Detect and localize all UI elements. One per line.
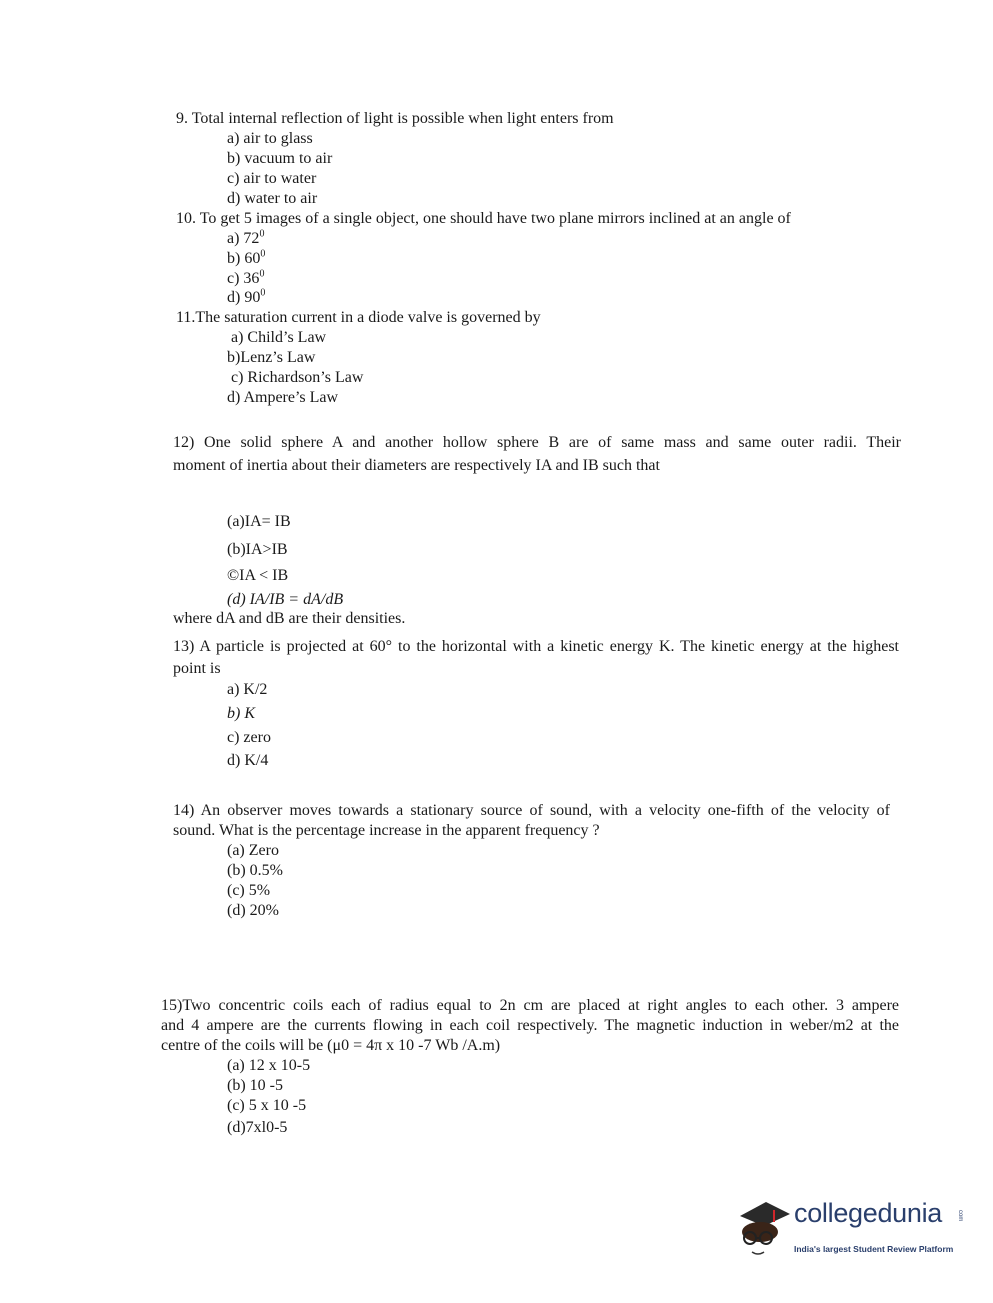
q15-option-b: (b) 10 -5 — [227, 1077, 283, 1094]
q13-text-line2: point is — [173, 660, 221, 677]
mascot-icon — [736, 1196, 794, 1268]
q13-option-b: b) K — [227, 705, 255, 722]
q15-text-line1: 15)Two concentric coils each of radius equal to 2n cm are placed at right angles to each other. 3 ampere — [161, 997, 899, 1014]
brand-domain: com — [957, 1210, 963, 1222]
q10-question: 10. To get 5 images of a single object, one should have two plane mirrors inclined at an angle of — [176, 210, 791, 227]
q13-option-c: c) zero — [227, 729, 271, 746]
q12-option-d: (d) IA/IB = dA/dB — [227, 591, 344, 608]
q12-option-a: (a)IA= IB — [227, 513, 291, 530]
q15-text-line3: centre of the coils will be (μ0 = 4π x 10 -7 Wb /A.m) — [161, 1037, 501, 1054]
q14-option-c: (c) 5% — [227, 882, 271, 899]
q12-footer: where dA and dB are their densities. — [173, 610, 406, 627]
q11-option-d: d) Ampere’s Law — [227, 389, 339, 406]
q9-option-b: b) vacuum to air — [227, 150, 333, 167]
q9-option-d: d) water to air — [227, 190, 318, 207]
q15-option-d: (d)7xl0-5 — [227, 1119, 288, 1136]
q13-text-line1: 13) A particle is projected at 60° to the horizontal with a kinetic energy K. The kinetic energy at the highest — [173, 638, 899, 655]
q10-option-d: d) $90^0$ — [227, 287, 266, 306]
q13-option-a: a) K/2 — [227, 681, 268, 698]
q11-option-b: b)Lenz’s Law — [227, 349, 316, 366]
q11-question: 11.The saturation current in a diode valve is governed by — [176, 309, 541, 326]
q9-option-c: c) air to water — [227, 170, 317, 187]
q11-option-a: a) Child’s Law — [231, 329, 327, 346]
q12-option-c: ©IA < IB — [227, 567, 289, 584]
q15-option-c: (c) 5 x 10 -5 — [227, 1097, 307, 1114]
q13-option-d: d) K/4 — [227, 752, 269, 769]
brand-tagline: India's largest Student Review Platform — [794, 1244, 954, 1254]
q14-option-b: (b) 0.5% — [227, 862, 283, 879]
q14-text-line2: sound. What is the percentage increase in the apparent frequency ? — [173, 822, 600, 839]
q14-option-a: (a) Zero — [227, 842, 279, 859]
q12-text-line2: moment of inertia about their diameters are respectively IA and IB such that — [173, 457, 660, 474]
q9-option-a: a) air to glass — [227, 130, 313, 147]
q12-option-b: (b)IA>IB — [227, 541, 288, 558]
brand-name: collegedunia — [794, 1198, 943, 1228]
q15-option-a: (a) 12 x 10-5 — [227, 1057, 311, 1074]
q11-option-c: c) Richardson’s Law — [231, 369, 364, 386]
q12-text-line1: 12) One solid sphere A and another hollow sphere B are of same mass and same outer radii. Their — [173, 434, 901, 451]
q14-text-line1: 14) An observer moves towards a stationary source of sound, with a velocity one-fifth of the velocity of — [173, 802, 890, 819]
q15-text-line2: and 4 ampere are the currents flowing in each coil respectively. The magnetic induction in weber/m2 at the — [161, 1017, 899, 1034]
q10-option-b: b) $60^0$ — [227, 248, 266, 267]
collegedunia-logo — [736, 1196, 966, 1268]
q10-option-c: c) $36^0$ — [227, 268, 265, 287]
q10-option-a: a) $72^0$ — [227, 228, 265, 247]
q14-option-d: (d) 20% — [227, 902, 279, 919]
q9-question: 9. Total internal reflection of light is possible when light enters from — [176, 110, 614, 127]
